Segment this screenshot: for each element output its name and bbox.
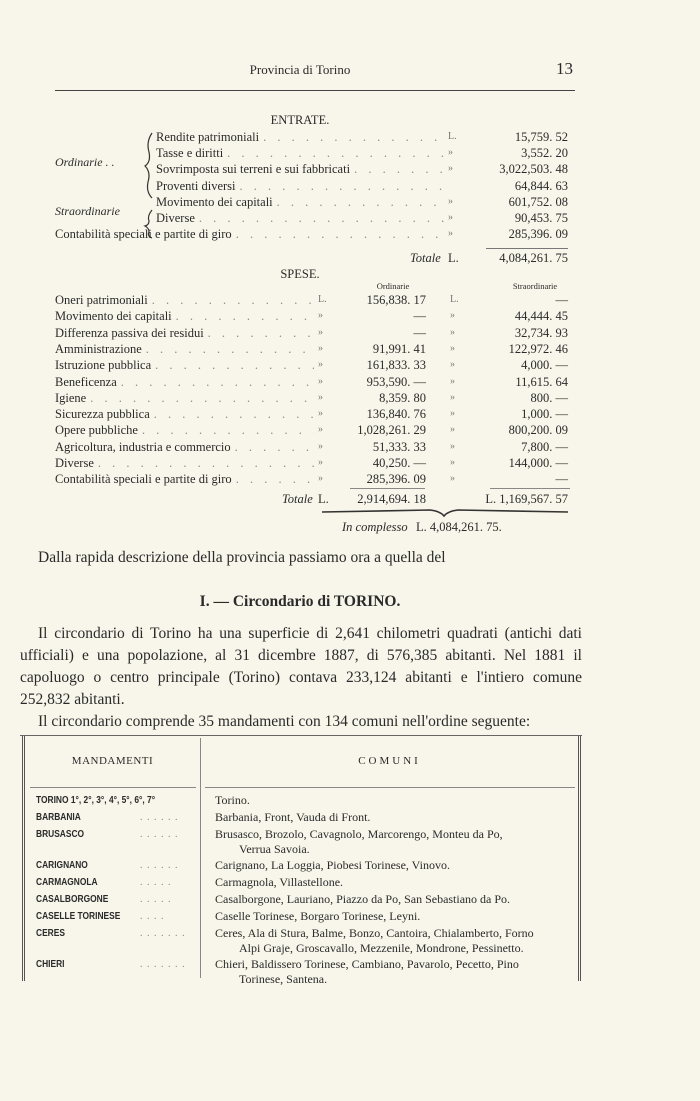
spese-row: [0, 455, 700, 471]
ordinarie-amount: 8,359. 80: [379, 390, 426, 405]
spese-row-label-group: [55, 357, 314, 373]
currency-mark: L.: [448, 131, 457, 142]
entrate-row: [0, 161, 700, 177]
spese-row: [0, 422, 700, 438]
leader-dots: [90, 390, 314, 406]
currency-mark: »: [318, 310, 323, 322]
straordinarie-amount: —: [555, 293, 568, 307]
currency-mark: »: [318, 440, 323, 452]
entrate-row-label-group: [156, 161, 444, 177]
leader-dots: . . . . . .: [140, 860, 179, 872]
leader-dots: . . . . . . .: [140, 927, 186, 939]
spese-row: [0, 406, 700, 422]
entrate-row-label-group: [156, 194, 444, 210]
currency-mark: »: [448, 163, 453, 175]
entrate-row-label: Tasse e diritti: [156, 146, 224, 161]
entrate-row-amount: 285,396. 09: [508, 227, 568, 242]
leader-dots: . . . . . . .: [140, 959, 186, 971]
currency-mark: »: [450, 326, 455, 338]
currency-mark: »: [450, 375, 455, 387]
col-comuni: COMUNI: [358, 755, 421, 767]
leader-dots: . . . .: [140, 910, 165, 922]
leader-dots: [227, 145, 444, 161]
overall-label: In complesso: [342, 520, 408, 534]
spese-row-label-group: [55, 341, 314, 357]
currency-mark: »: [318, 473, 323, 485]
col-mandamenti: MANDAMENTI: [71, 755, 154, 767]
ordinarie-amount: 156,838. 17: [366, 293, 426, 307]
entrate-row-amount: 3,552. 20: [521, 146, 568, 161]
currency-mark: »: [450, 342, 455, 354]
leader-dots: [121, 374, 314, 390]
spese-row: [0, 374, 700, 390]
ordinarie-amount: 1,028,261. 29: [357, 423, 426, 438]
leader-dots: [176, 308, 314, 324]
spese-row: [0, 357, 700, 373]
ordinarie-amount: 161,833. 33: [366, 358, 426, 373]
currency-mark: L.: [318, 294, 327, 305]
currency-mark: »: [450, 424, 455, 436]
entrate-row-label: Proventi diversi: [156, 178, 236, 193]
leader-dots: [240, 178, 444, 194]
currency-mark: »: [448, 212, 453, 223]
currency-mark: »: [450, 473, 455, 485]
straordinarie-amount: 144,000. —: [508, 456, 568, 470]
entrate-total: 4,084,261. 75: [499, 251, 568, 265]
spese-row-label: Sicurezza pubblica: [55, 407, 150, 422]
leader-dots: . . . . .: [140, 877, 172, 889]
spese-row-label: Movimento dei capitali: [55, 309, 172, 324]
spese-row-label-group: [55, 292, 314, 308]
paragraph: Il circondario di Torino ha una superficie di 2,641 chilometri quadrati (antichi dati ufficiali) e una popolazione, al 31 dicembre 1887, di 576,385 abitanti. Nel 1881 il capoluogo o centro principale (Torino) contava 233,124 abitanti e l'intiero comune 252,832 abitanti.: [20, 625, 582, 708]
currency-mark: »: [318, 408, 323, 420]
running-title: Provincia di Torino: [249, 62, 351, 77]
leader-dots: [199, 210, 444, 226]
table-top-rule: [20, 735, 582, 736]
total-label: Totale: [410, 251, 441, 265]
currency-mark: »: [318, 326, 323, 338]
spese-row: [0, 439, 700, 455]
straordinarie-amount: 800,200. 09: [508, 423, 568, 438]
leader-dots: [236, 471, 314, 487]
spese-row-label-group: [55, 390, 314, 406]
spese-row-label: Igiene: [55, 390, 87, 405]
mandamento-name: CASELLE TORINESE: [36, 909, 121, 922]
spese-row-label: Agricoltura, industria e commercio: [55, 439, 231, 454]
entrate-total-row: [0, 250, 700, 266]
spese-row: [0, 341, 700, 357]
table-right-border: [578, 736, 579, 981]
currency-mark: »: [450, 310, 455, 322]
mandamenti-table: [0, 735, 700, 985]
col-ordinarie: Ordinarie: [376, 281, 410, 291]
ord-sum-rule: [350, 488, 425, 489]
leader-dots: [354, 161, 444, 177]
comuni-list: Caselle Torinese, Borgaro Torinese, Leyni.: [215, 908, 421, 923]
currency-mark: »: [318, 342, 323, 354]
spese-row-label: Contabilità speciali e partite di giro: [55, 472, 232, 487]
ordinarie-amount: 51,333. 33: [372, 439, 426, 454]
leader-dots: [208, 325, 314, 341]
leader-dots: [277, 194, 444, 210]
entrate-row-label: Sovrimposta sui terreni e sui fabbricati: [156, 162, 351, 177]
overall-total: L. 4,084,261. 75.: [416, 520, 502, 534]
straordinarie-amount: 4,000. —: [521, 358, 568, 373]
section-title: I. — Circondario di TORINO.: [199, 593, 401, 610]
comuni-list: Chieri, Baldissero Torinese, Cambiano, Pavarolo, Pecetto, Pino: [215, 957, 519, 972]
currency-mark: »: [318, 359, 323, 371]
currency-mark: »: [448, 228, 453, 240]
entrate-row-amount: 90,453. 75: [514, 211, 568, 225]
comuni-list: Torino.: [215, 793, 250, 807]
currency-mark: »: [450, 391, 455, 403]
spese-row: [0, 308, 700, 324]
leader-dots: . . . . . .: [140, 828, 179, 840]
mandamento-name: CHIERI: [36, 958, 65, 971]
leader-dots: [98, 455, 314, 471]
ordinarie-amount: —: [413, 309, 426, 324]
comuni-list: Alpi Graje, Groscavallo, Mezzenile, Mondrone, Pessinetto.: [239, 940, 524, 955]
mandamento-name: BRUSASCO: [36, 827, 85, 840]
col-straordinarie: Straordinarie: [512, 281, 558, 291]
entrate-row-label-group: [156, 129, 444, 145]
spese-row-label: Oneri patrimoniali: [55, 293, 148, 307]
currency-mark: »: [318, 457, 323, 468]
ordinarie-amount: 285,396. 09: [366, 472, 426, 487]
entrate-row-label: Movimento dei capitali: [156, 194, 273, 209]
paragraph: Il circondario comprende 35 mandamenti con 134 comuni nell'ordine seguente:: [38, 713, 531, 730]
brace-icon: [320, 508, 570, 518]
spese-total-ordinarie: 2,914,694. 18: [357, 492, 426, 506]
straordinarie-amount: 1,000. —: [521, 407, 568, 422]
spese-row-label-group: [55, 374, 314, 390]
entrate-row-label-group: [55, 226, 444, 242]
table-left-border: [22, 736, 23, 981]
overall-row: [0, 519, 700, 535]
header-divider: [205, 787, 575, 788]
entrate-row: [0, 178, 700, 194]
straordinarie-amount: 7,800. —: [521, 439, 568, 454]
currency-mark: »: [448, 195, 453, 207]
ordinarie-amount: 953,590. —: [366, 374, 426, 389]
currency-mark: »: [318, 375, 323, 387]
ordinarie-amount: 91,991. 41: [372, 341, 426, 356]
mandamento-name: TORINO 1°, 2°, 3°, 4°, 5°, 6°, 7°: [36, 794, 156, 806]
entrate-row-label: Contabilità speciali e partite di giro: [55, 227, 232, 242]
spese-row: [0, 292, 700, 308]
leader-dots: [263, 129, 444, 145]
ordinarie-amount: —: [413, 325, 426, 340]
spese-row-label-group: [55, 406, 314, 422]
group-straordinarie: Straordinarie: [55, 204, 120, 218]
comuni-list: Torinese, Santena.: [239, 972, 328, 987]
entrate-row-amount: 64,844. 63: [514, 178, 568, 193]
mandamento-name: CARIGNANO: [36, 859, 88, 872]
entrate-row: [0, 226, 700, 242]
comuni-list: Brusasco, Brozolo, Cavagnolo, Marcorengo, Monteu da Po,: [215, 826, 503, 841]
spese-row-label-group: [55, 439, 314, 455]
leader-dots: [146, 341, 314, 357]
spese-row-label: Amministrazione: [55, 341, 142, 356]
entrate-row-label-group: [156, 178, 444, 194]
entrate-row-label: Rendite patrimoniali: [156, 130, 260, 144]
entrate-row-label: Diverse: [156, 211, 195, 225]
ordinarie-amount: 40,250. —: [372, 456, 426, 470]
total-currency: L.: [448, 251, 459, 265]
currency-mark: »: [450, 408, 455, 420]
spese-row-label-group: [55, 422, 314, 438]
currency-mark: »: [448, 147, 453, 159]
ordinarie-amount: 136,840. 76: [366, 407, 426, 422]
straord-sum-rule: [490, 488, 570, 489]
entrate-row: [0, 129, 700, 145]
comuni-list: Verrua Savoia.: [239, 841, 310, 856]
comuni-list: Ceres, Ala di Stura, Balme, Bonzo, Cantoira, Chialamberto, Forno: [215, 925, 534, 940]
currency-mark: »: [450, 457, 455, 468]
entrate-row: [0, 194, 700, 210]
currency-mark: »: [318, 424, 323, 436]
mandamento-name: CASALBORGONE: [36, 893, 109, 905]
spese-title: SPESE.: [280, 267, 320, 281]
straordinarie-amount: 11,615. 64: [515, 374, 568, 389]
leader-dots: [155, 357, 314, 373]
page-number: 13: [556, 59, 573, 78]
straordinarie-amount: 32,734. 93: [514, 325, 568, 340]
straordinarie-amount: —: [555, 472, 568, 487]
spese-row-label-group: [55, 471, 314, 487]
straordinarie-amount: 122,972. 46: [508, 341, 568, 356]
column-divider: [200, 738, 201, 978]
transition-text: Dalla rapida descrizione della provincia passiamo ora a quella del: [38, 549, 446, 566]
currency-mark: »: [318, 391, 323, 403]
currency-mark: L.: [450, 294, 459, 305]
entrate-row-amount: 3,022,503. 48: [499, 162, 568, 177]
spese-total-straordinarie: L. 1,169,567. 57: [485, 492, 568, 506]
table-right-border: [580, 736, 581, 981]
spese-row-label: Diverse: [55, 456, 94, 470]
spese-total-label: Totale: [282, 492, 313, 506]
leader-dots: [236, 226, 444, 242]
spese-row: [0, 471, 700, 487]
spese-row-label: Opere pubbliche: [55, 423, 138, 438]
mandamento-name: CARMAGNOLA: [36, 876, 98, 889]
mandamento-name: CERES: [36, 926, 65, 939]
spese-row-label: Istruzione pubblica: [55, 358, 152, 373]
spese-row-label: Beneficenza: [55, 374, 117, 389]
spese-row-label: Differenza passiva dei residui: [55, 325, 204, 340]
entrate-row-label-group: [156, 145, 444, 161]
spese-total-currency: L.: [318, 492, 329, 506]
leader-dots: . . . . . .: [140, 811, 179, 823]
body-flow: [0, 548, 700, 985]
comuni-list: Carignano, La Loggia, Piobesi Torinese, Vinovo.: [215, 858, 450, 873]
spese-row: [0, 325, 700, 341]
entrate-title: ENTRATE.: [270, 113, 330, 127]
leader-dots: [235, 439, 314, 455]
entrate-row-amount: 601,752. 08: [508, 194, 568, 209]
currency-mark: »: [450, 440, 455, 452]
spese-row-label-group: [55, 455, 314, 471]
table-left-border: [24, 736, 25, 981]
mandamento-name: BARBANIA: [36, 810, 81, 823]
leader-dots: . . . . .: [140, 894, 172, 905]
group-ordinarie: Ordinarie . .: [55, 155, 115, 169]
header-divider: [30, 787, 196, 788]
comuni-list: Casalborgone, Lauriano, Piazzo da Po, San Sebastiano da Po.: [215, 892, 511, 906]
straordinarie-amount: 44,444. 45: [514, 309, 568, 324]
entrate-row: [0, 210, 700, 226]
entrate-sum-rule: [486, 248, 568, 249]
spese-row-label-group: [55, 325, 314, 341]
spese-row-label-group: [55, 308, 314, 324]
leader-dots: [154, 406, 314, 422]
entrate-row-label-group: [156, 210, 444, 226]
comuni-list: Barbania, Front, Vauda di Front.: [215, 809, 371, 824]
currency-mark: »: [450, 359, 455, 371]
straordinarie-amount: 800. —: [530, 390, 568, 405]
comuni-list: Carmagnola, Villastellone.: [215, 875, 344, 890]
header-rule: [55, 90, 575, 91]
leader-dots: [142, 422, 314, 438]
leader-dots: [152, 292, 314, 308]
spese-row: [0, 390, 700, 406]
entrate-row: [0, 145, 700, 161]
entrate-row-amount: 15,759. 52: [514, 130, 568, 144]
spese-total-row: [0, 491, 700, 507]
